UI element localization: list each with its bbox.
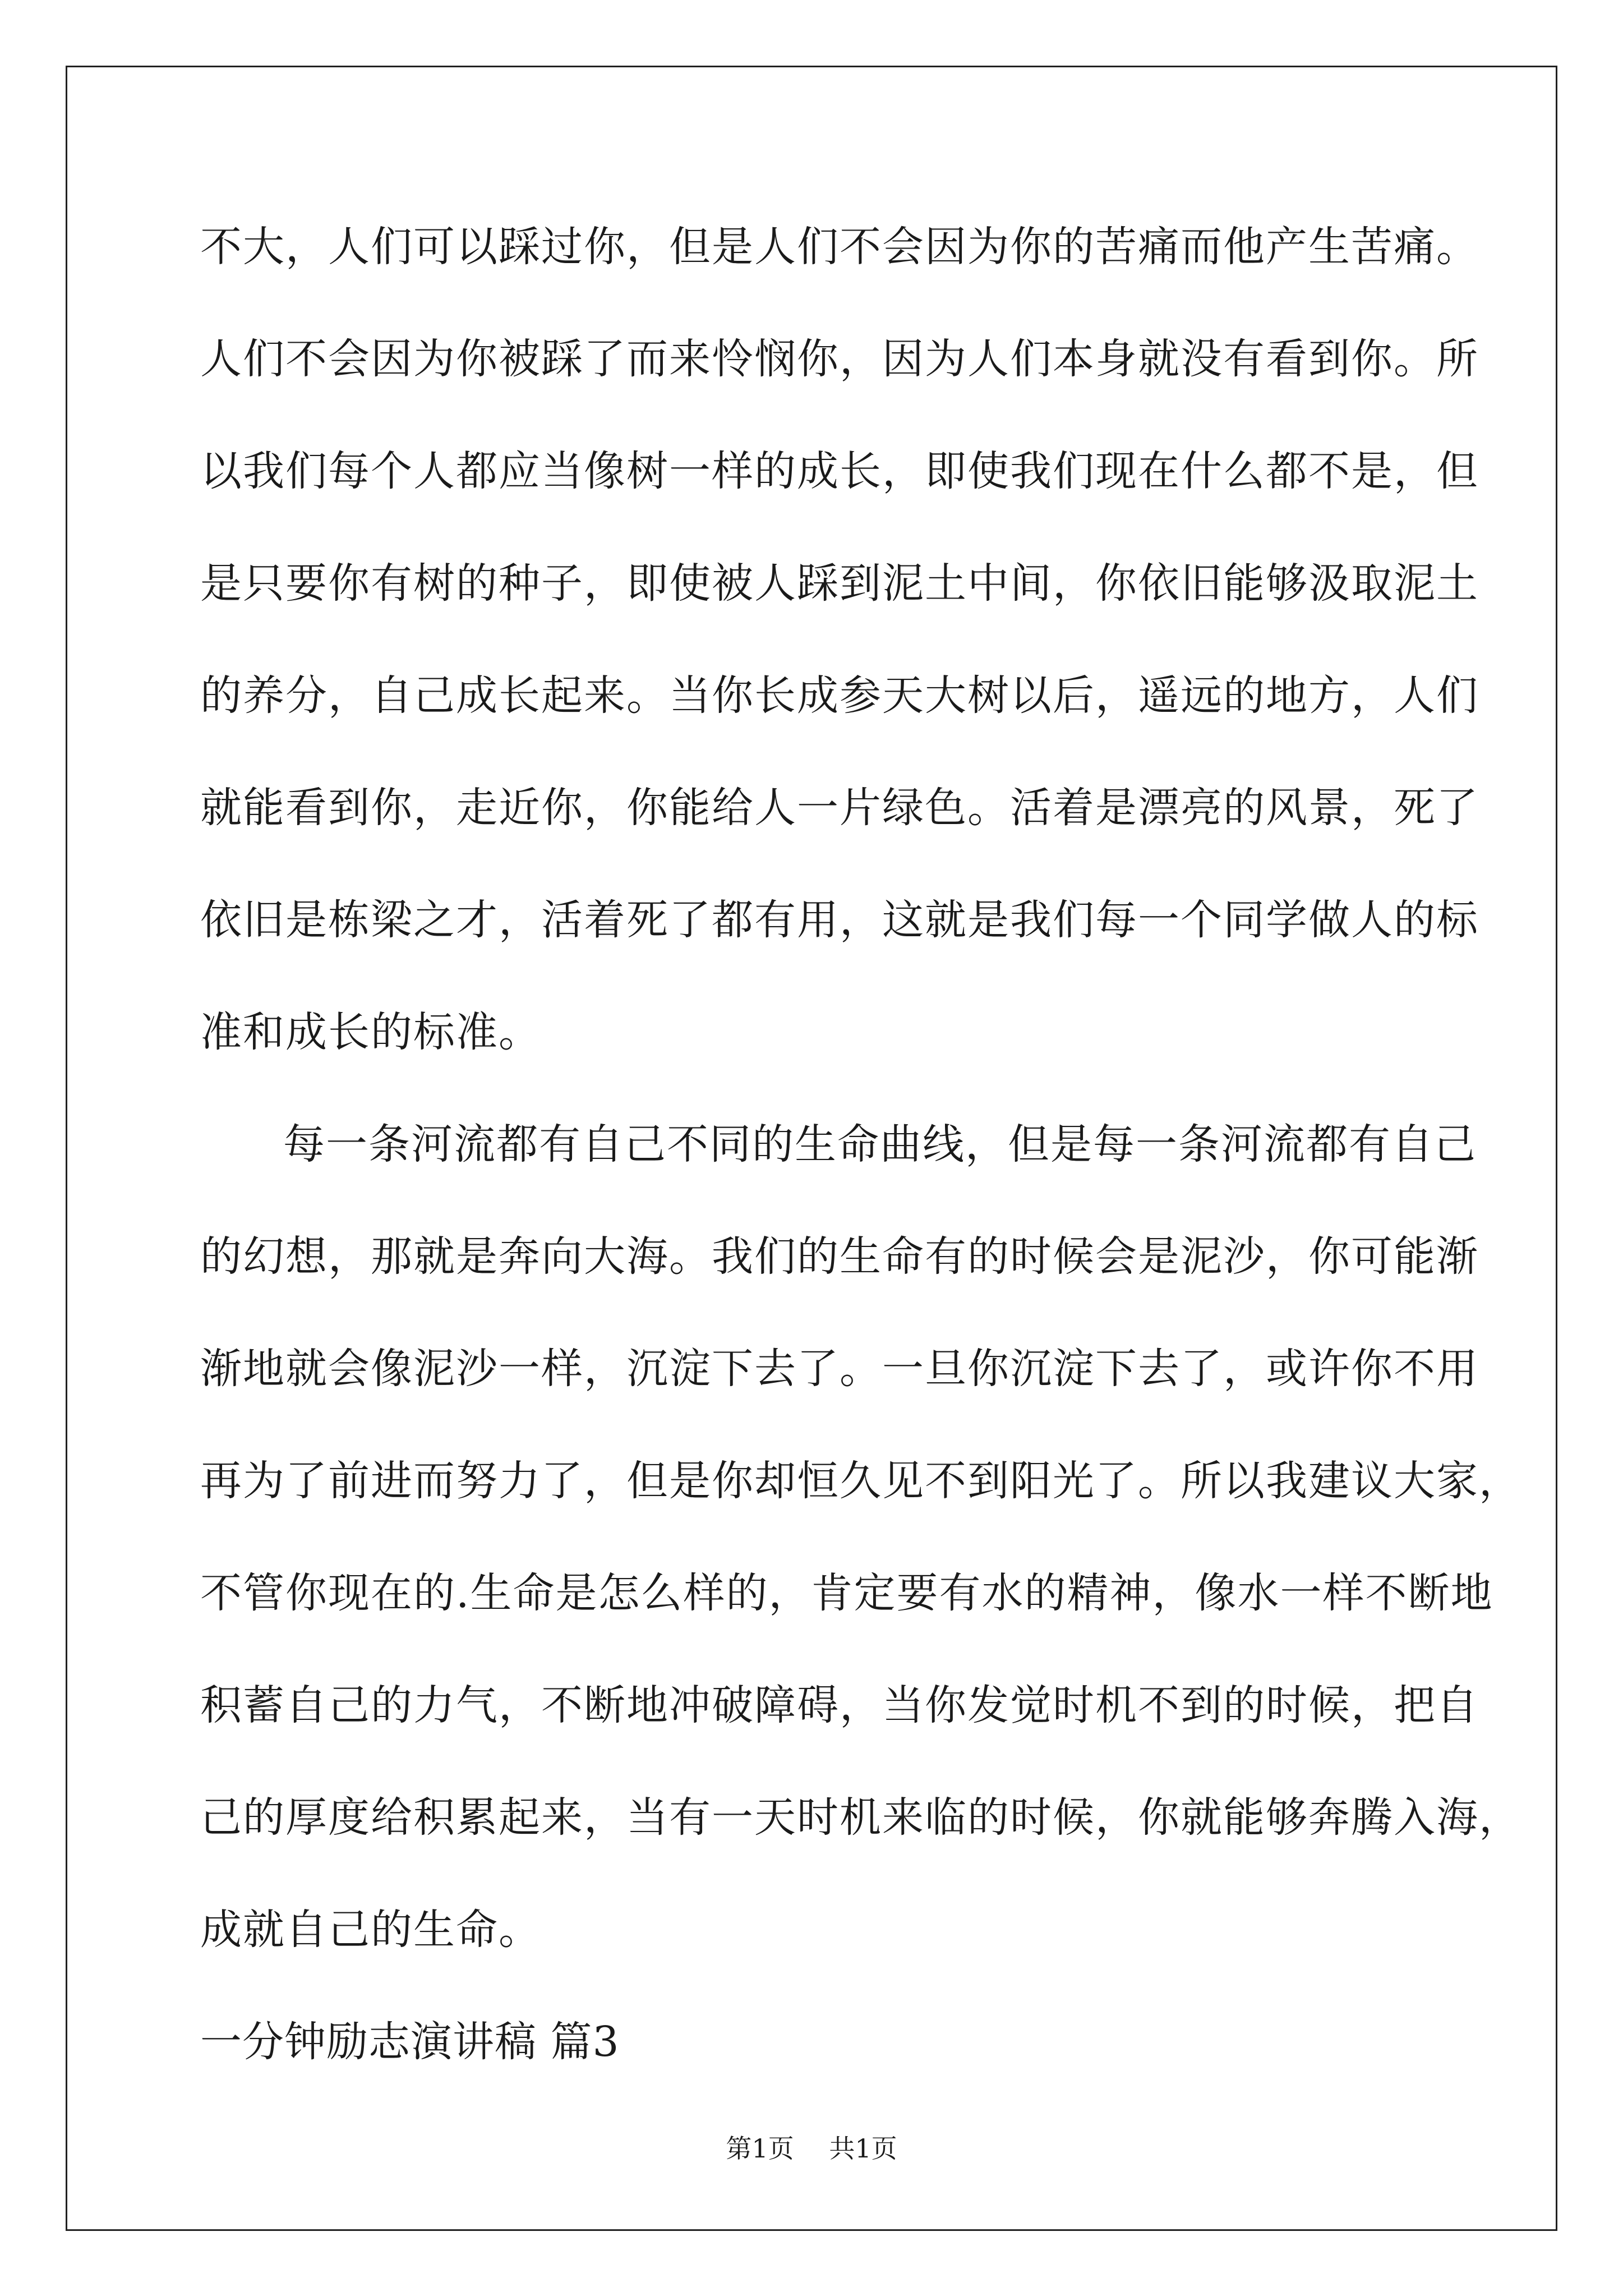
body-line: 渐地就会像泥沙一样，沉淀下去了。一旦你沉淀下去了，或许你不用 [200, 1345, 1479, 1393]
body-line: 不大，人们可以踩过你，但是人们不会因为你的苦痛而他产生苦痛。 [200, 223, 1479, 271]
body-line: 己的厚度给积累起来，当有一天时机来临的时候，你就能够奔腾入海， [200, 1793, 1521, 1842]
page-number: 第1页 [726, 2133, 794, 2164]
section-heading: 一分钟励志演讲稿 篇3 [200, 2018, 620, 2066]
body-line: 成就自己的生命。 [200, 1906, 541, 1954]
body-line: 的幻想，那就是奔向大海。我们的生命有的时候会是泥沙，你可能渐 [200, 1232, 1479, 1281]
body-line: 积蓄自己的力气，不断地冲破障碍，当你发觉时机不到的时候，把自 [200, 1681, 1479, 1729]
body-line: 不管你现在的.生命是怎么样的，肯定要有水的精神，像水一样不断地 [200, 1569, 1493, 1617]
paragraph-start-line: 每一条河流都有自己不同的生命曲线，但是每一条河流都有自己 [283, 1120, 1477, 1168]
body-line: 再为了前进而努力了，但是你却恒久见不到阳光了。所以我建议大家， [200, 1457, 1521, 1505]
body-line: 依旧是栋梁之才，活着死了都有用，这就是我们每一个同学做人的标 [200, 896, 1479, 944]
document-body [200, 213, 1521, 2120]
body-line: 是只要你有树的种子，即使被人踩到泥土中间，你依旧能够汲取泥土 [200, 559, 1479, 608]
body-line: 人们不会因为你被踩了而来怜悯你，因为人们本身就没有看到你。所 [200, 335, 1479, 383]
page-footer [0, 2132, 1623, 2165]
page-total: 共1页 [829, 2133, 897, 2164]
body-line: 准和成长的标准。 [200, 1008, 541, 1056]
body-line: 以我们每个人都应当像树一样的成长，即使我们现在什么都不是，但 [200, 447, 1479, 495]
body-line: 就能看到你，走近你，你能给人一片绿色。活着是漂亮的风景，死了 [200, 784, 1479, 832]
body-line: 的养分，自己成长起来。当你长成参天大树以后，遥远的地方，人们 [200, 671, 1479, 720]
